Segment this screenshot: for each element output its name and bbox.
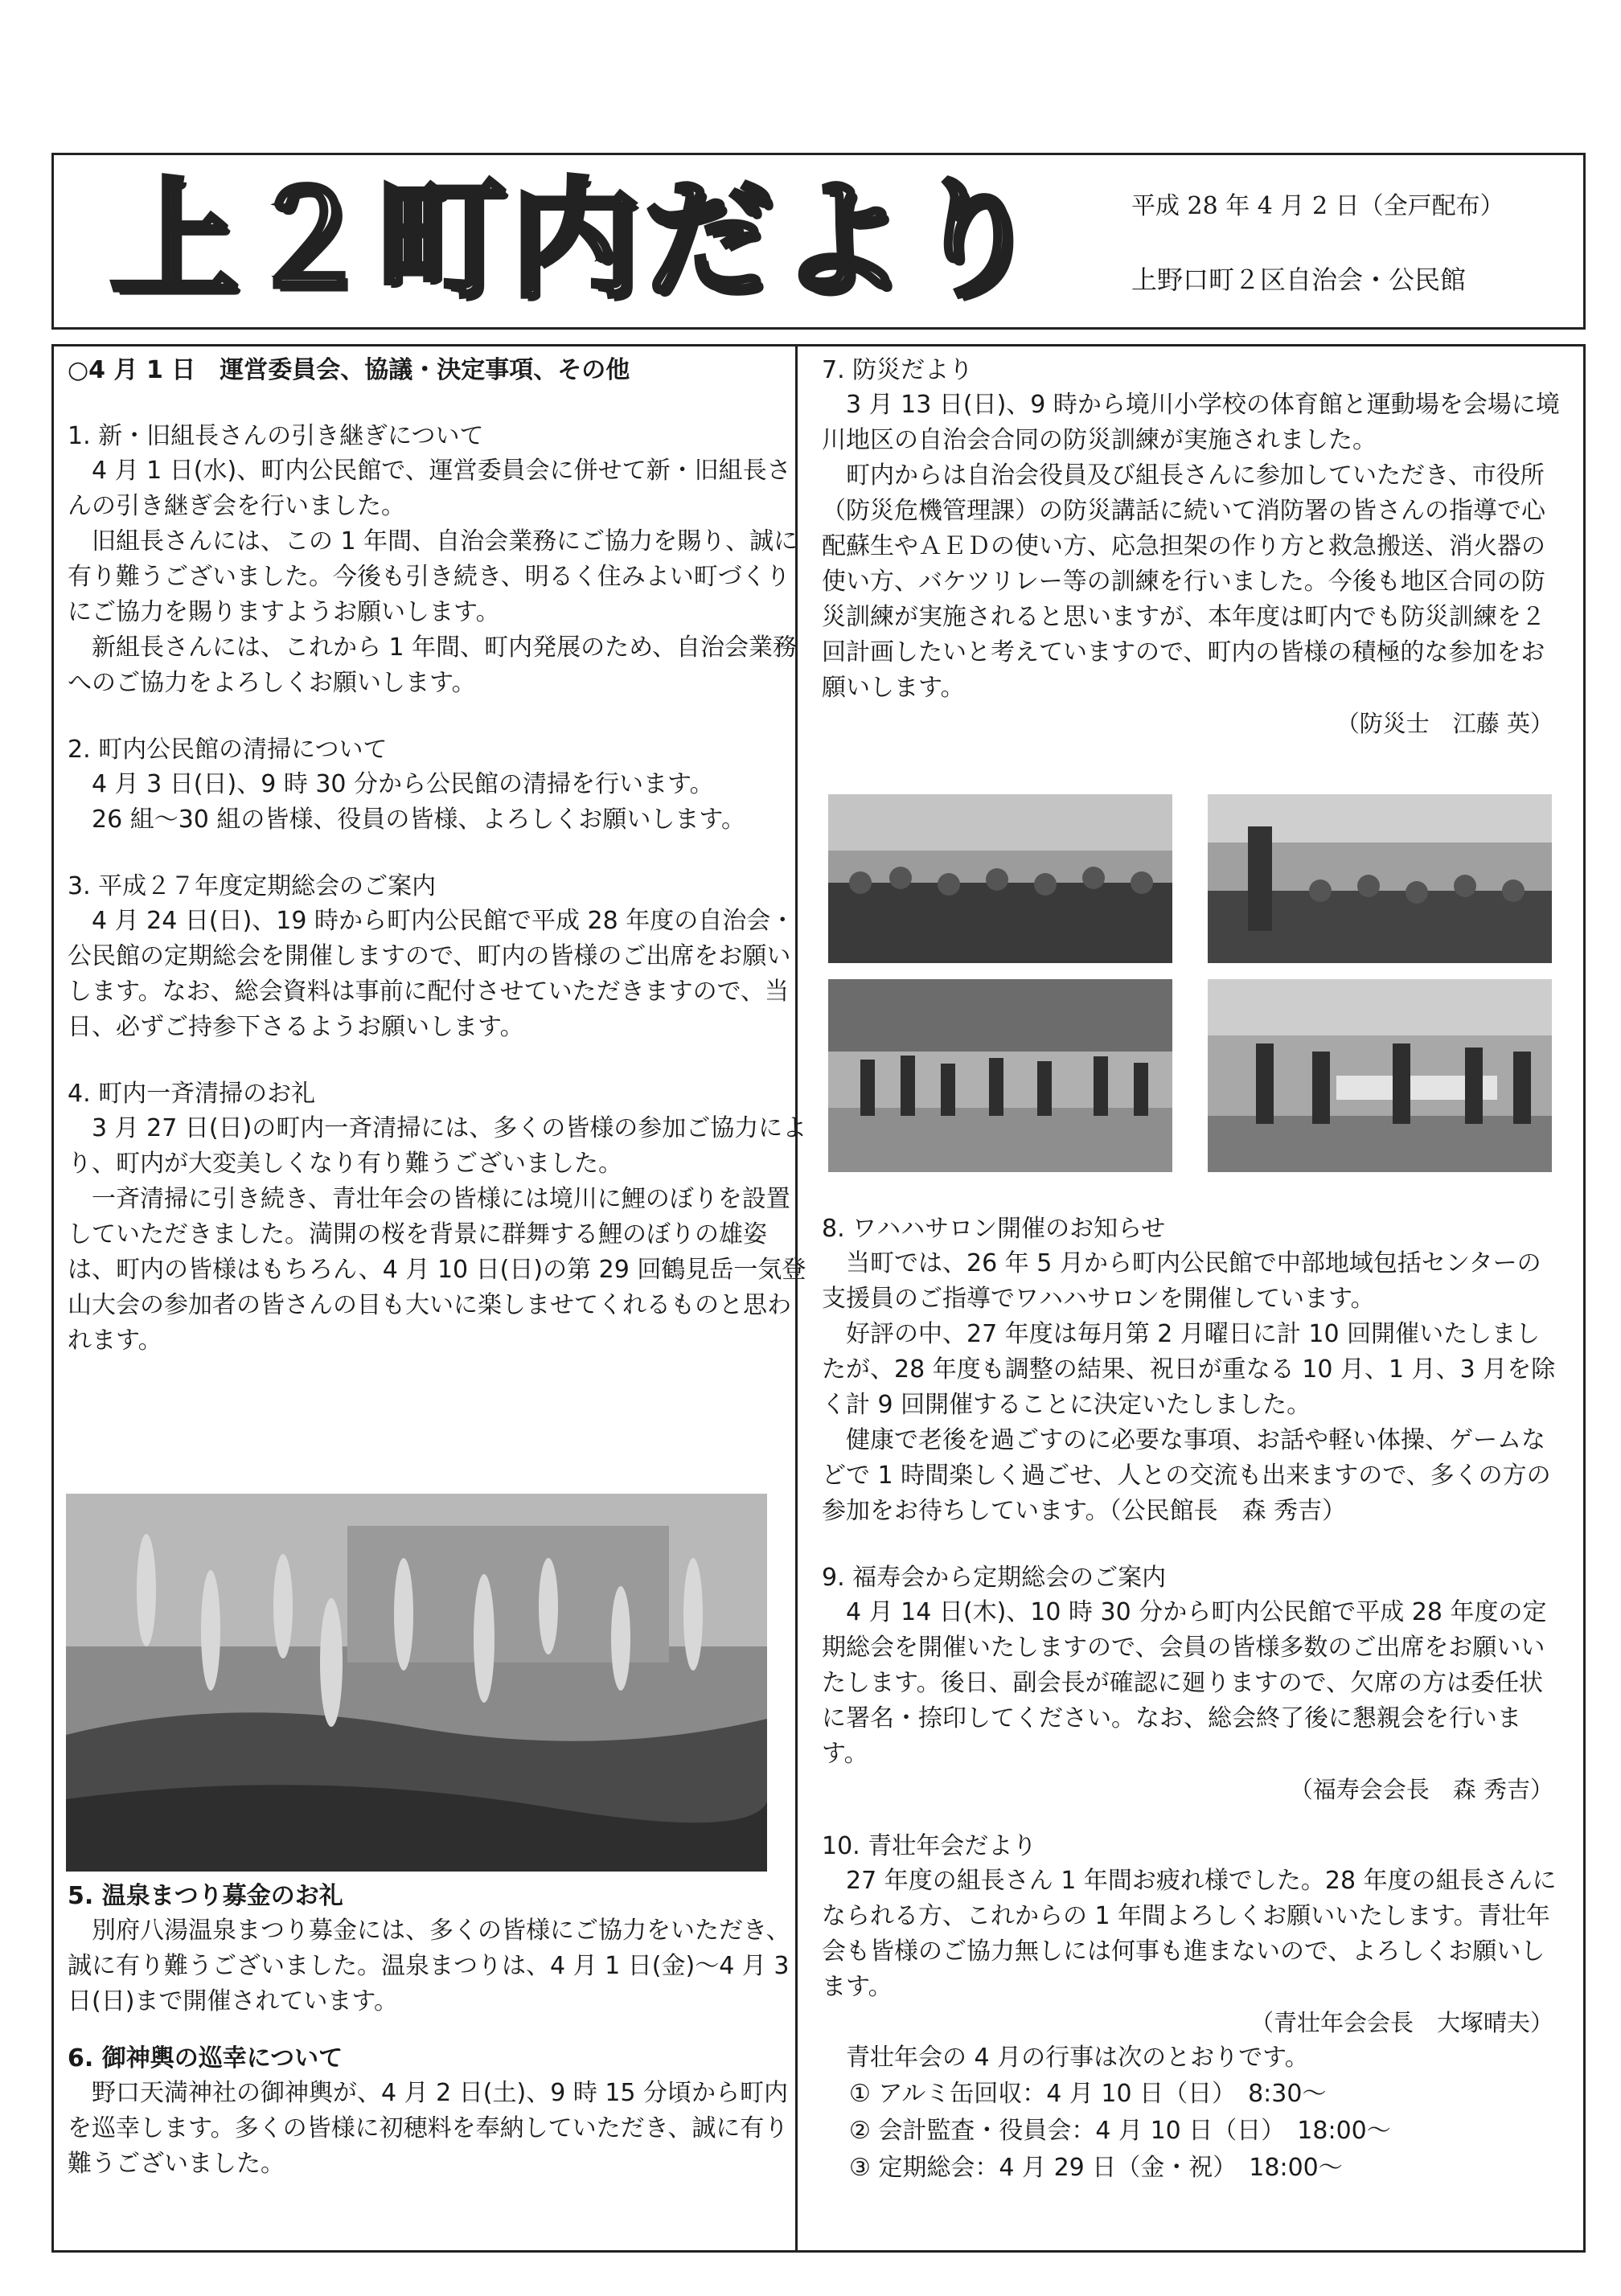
- section-7-heading: 7. 防災だより: [822, 356, 974, 384]
- section-8-paragraph: 好評の中、27 年度は毎月第 2 月曜日に計 10 回開催いたしましたが、28 年度も調整の結果、祝日が重なる 10 月、1 月、3 月を除く計 9 回開催することに決定いたしました。: [822, 1320, 1556, 1419]
- drill-photo-illustration: [828, 979, 1172, 1172]
- drill-photo-illustration: [1208, 979, 1552, 1172]
- section-8-heading: 8. ワハハサロン開催のお知らせ: [822, 1215, 1166, 1243]
- section-10-heading: 10. 青壮年会だより: [822, 1832, 1037, 1860]
- section-10-paragraph: 27 年度の組長さん 1 年間お疲れ様でした。28 年度の組長さんになられる方、これからの 1 年間よろしくお願いいたします。青壮年会も皆様のご協力無しには何事も進まないので、よろしくお願いします。: [822, 1867, 1557, 2001]
- drill-photo-schoolyard: [828, 979, 1172, 1172]
- section-7-paragraph: 3 月 13 日(日)、9 時から境川小学校の体育館と運動場を会場に境川地区の自治会合同の防災訓練が実施されました。: [822, 391, 1560, 454]
- section-4-paragraph: 3 月 27 日(日)の町内一斉清掃には、多くの皆様の参加ご協力により、町内が大変美しくなり有り難うございました。: [68, 1114, 807, 1178]
- drill-photo-lecture: [1208, 794, 1552, 963]
- carp-streamer-illustration: [66, 1494, 767, 1872]
- drill-photo-illustration: [1208, 794, 1552, 963]
- section-7-signature: （防災士 江藤 英）: [1336, 710, 1553, 737]
- section-5-heading: 5. 温泉まつり募金のお礼: [68, 1882, 343, 1910]
- newsletter-title: 上２町内だより: [110, 164, 1045, 315]
- section-2-paragraph: 4 月 3 日(日)、9 時 30 分から公民館の清掃を行います。: [92, 770, 714, 798]
- section-6-heading: 6. 御神輿の巡幸について: [68, 2044, 343, 2073]
- right-column-bottom: [822, 1212, 1561, 2187]
- section-10-paragraph: 青壮年会の 4 月の行事は次のとおりです。: [846, 2044, 1309, 2072]
- section-2-paragraph: 26 組～30 組の皆様、役員の皆様、よろしくお願いします。: [92, 806, 746, 834]
- header-box: [51, 153, 1586, 330]
- event-list-item: ① アルミ缶回収：4 月 10 日（日） 8:30～: [849, 2080, 1327, 2108]
- drill-photo-illustration: [828, 794, 1172, 963]
- section-6-paragraph: 野口天満神社の御神輿が、4 月 2 日(土)、9 時 15 分頃から町内を巡幸します。多くの皆様に初穂料を奉納していただき、誠に有り難うございました。: [68, 2079, 789, 2178]
- drill-photo-stretcher: [1208, 979, 1552, 1172]
- section-3-heading: 3. 平成２７年度定期総会のご案内: [68, 872, 437, 900]
- section-5-paragraph: 別府八湯温泉まつり募金には、多くの皆様にご協力をいただき、誠に有り難うございました。温泉まつりは、4 月 1 日(金)～4 月 3 日(日)まで開催されています。: [68, 1917, 790, 2015]
- section-3-paragraph: 4 月 24 日(日)、19 時から町内公民館で平成 28 年度の自治会・公民館の定期総会を開催しますので、町内の皆様のご出席をお願いします。なお、総会資料は事前に配付させていただきますので、当日、必ずご持参下さるようお願いします。: [68, 907, 795, 1041]
- publisher: 上野口町２区自治会・公民館: [1131, 264, 1467, 295]
- section-9-signature: （福寿会会長 森 秀吉）: [1289, 1776, 1553, 1803]
- section-4-heading: 4. 町内一斉清掃のお礼: [68, 1080, 316, 1108]
- drill-photo-gym-audience: [828, 794, 1172, 963]
- section-2-heading: 2. 町内公民館の清掃について: [68, 736, 388, 764]
- event-list-item: ③ 定期総会：4 月 29 日（金・祝） 18:00～: [849, 2154, 1343, 2182]
- section-10-signature: （青壮年会会長 大塚晴夫）: [1250, 2009, 1553, 2036]
- section-1-paragraph: 新組長さんには、これから 1 年間、町内発展のため、自治会業務へのご協力をよろしくお願いします。: [68, 633, 797, 697]
- issue-date: 平成 28 年 4 月 2 日（全戸配布）: [1131, 192, 1504, 220]
- section-1-heading: 1. 新・旧組長さんの引き継ぎについて: [68, 422, 484, 450]
- section-9-heading: 9. 福寿会から定期総会のご案内: [822, 1564, 1167, 1592]
- event-list-item: ② 会計監査・役員会：4 月 10 日（日） 18:00～: [849, 2117, 1391, 2145]
- section-8-paragraph: 当町では、26 年 5 月から町内公民館で中部地域包括センターの支援員のご指導でワハハサロンを開催しています。: [822, 1249, 1541, 1313]
- right-column-top: [822, 354, 1561, 741]
- section-7-paragraph: 町内からは自治会役員及び組長さんに参加していただき、市役所（防災危機管理課）の防災講話に続いて消防署の皆さんの指導で心配蘇生やＡＥＤの使い方、応急担架の作り方と救急搬送、消火器の使い方、バケツリレー等の訓練を行いました。今後も地区合同の防災訓練が実施されると思いますが、本年度は町内でも防災訓練を２回計画したいと考えていますので、町内の皆様の積極的な参加をお願いします。: [822, 461, 1545, 702]
- section-8-paragraph: 健康で老後を過ごすのに必要な事項、お話や軽い体操、ゲームなどで 1 時間楽しく過ごせ、人との交流も出来ますので、多くの方の参加をお待ちしています。（公民館長 森 秀吉）: [822, 1426, 1551, 1525]
- carp-streamer-photo: [66, 1494, 767, 1872]
- section-1-paragraph: 4 月 1 日(水)、町内公民館で、運営委員会に併せて新・旧組長さんの引き継ぎ会を行いました。: [68, 457, 791, 520]
- intro-heading: ○4 月 1 日 運営委員会、協議・決定事項、その他: [68, 356, 630, 384]
- left-column-bottom: [68, 1880, 807, 2182]
- left-column-top: [68, 354, 807, 1359]
- section-9-paragraph: 4 月 14 日(木)、10 時 30 分から町内公民館で平成 28 年度の定期総会を開催いたしますので、会員の皆様多数のご出席をお願いいたします。後日、副会長が確認に廻りますので、欠席の方は委任状に署名・捺印してください。なお、総会終了後に懇親会を行います。: [822, 1598, 1547, 1768]
- section-4-paragraph: 一斉清掃に引き続き、青壮年会の皆様には境川に鯉のぼりを設置していただきました。満開の桜を背景に群舞する鯉のぼりの雄姿は、町内の皆様はもちろん、4 月 10 日(日)の第 29 回鶴見岳一気登山大会の参加者の皆さんの目も大いに楽しませてくれるものと思われます。: [68, 1185, 806, 1355]
- section-1-paragraph: 旧組長さんには、この 1 年間、自治会業務にご協力を賜り、誠に有り難うございました。今後も引き続き、明るく住みよい町づくりにご協力を賜りますようお願いします。: [68, 527, 798, 626]
